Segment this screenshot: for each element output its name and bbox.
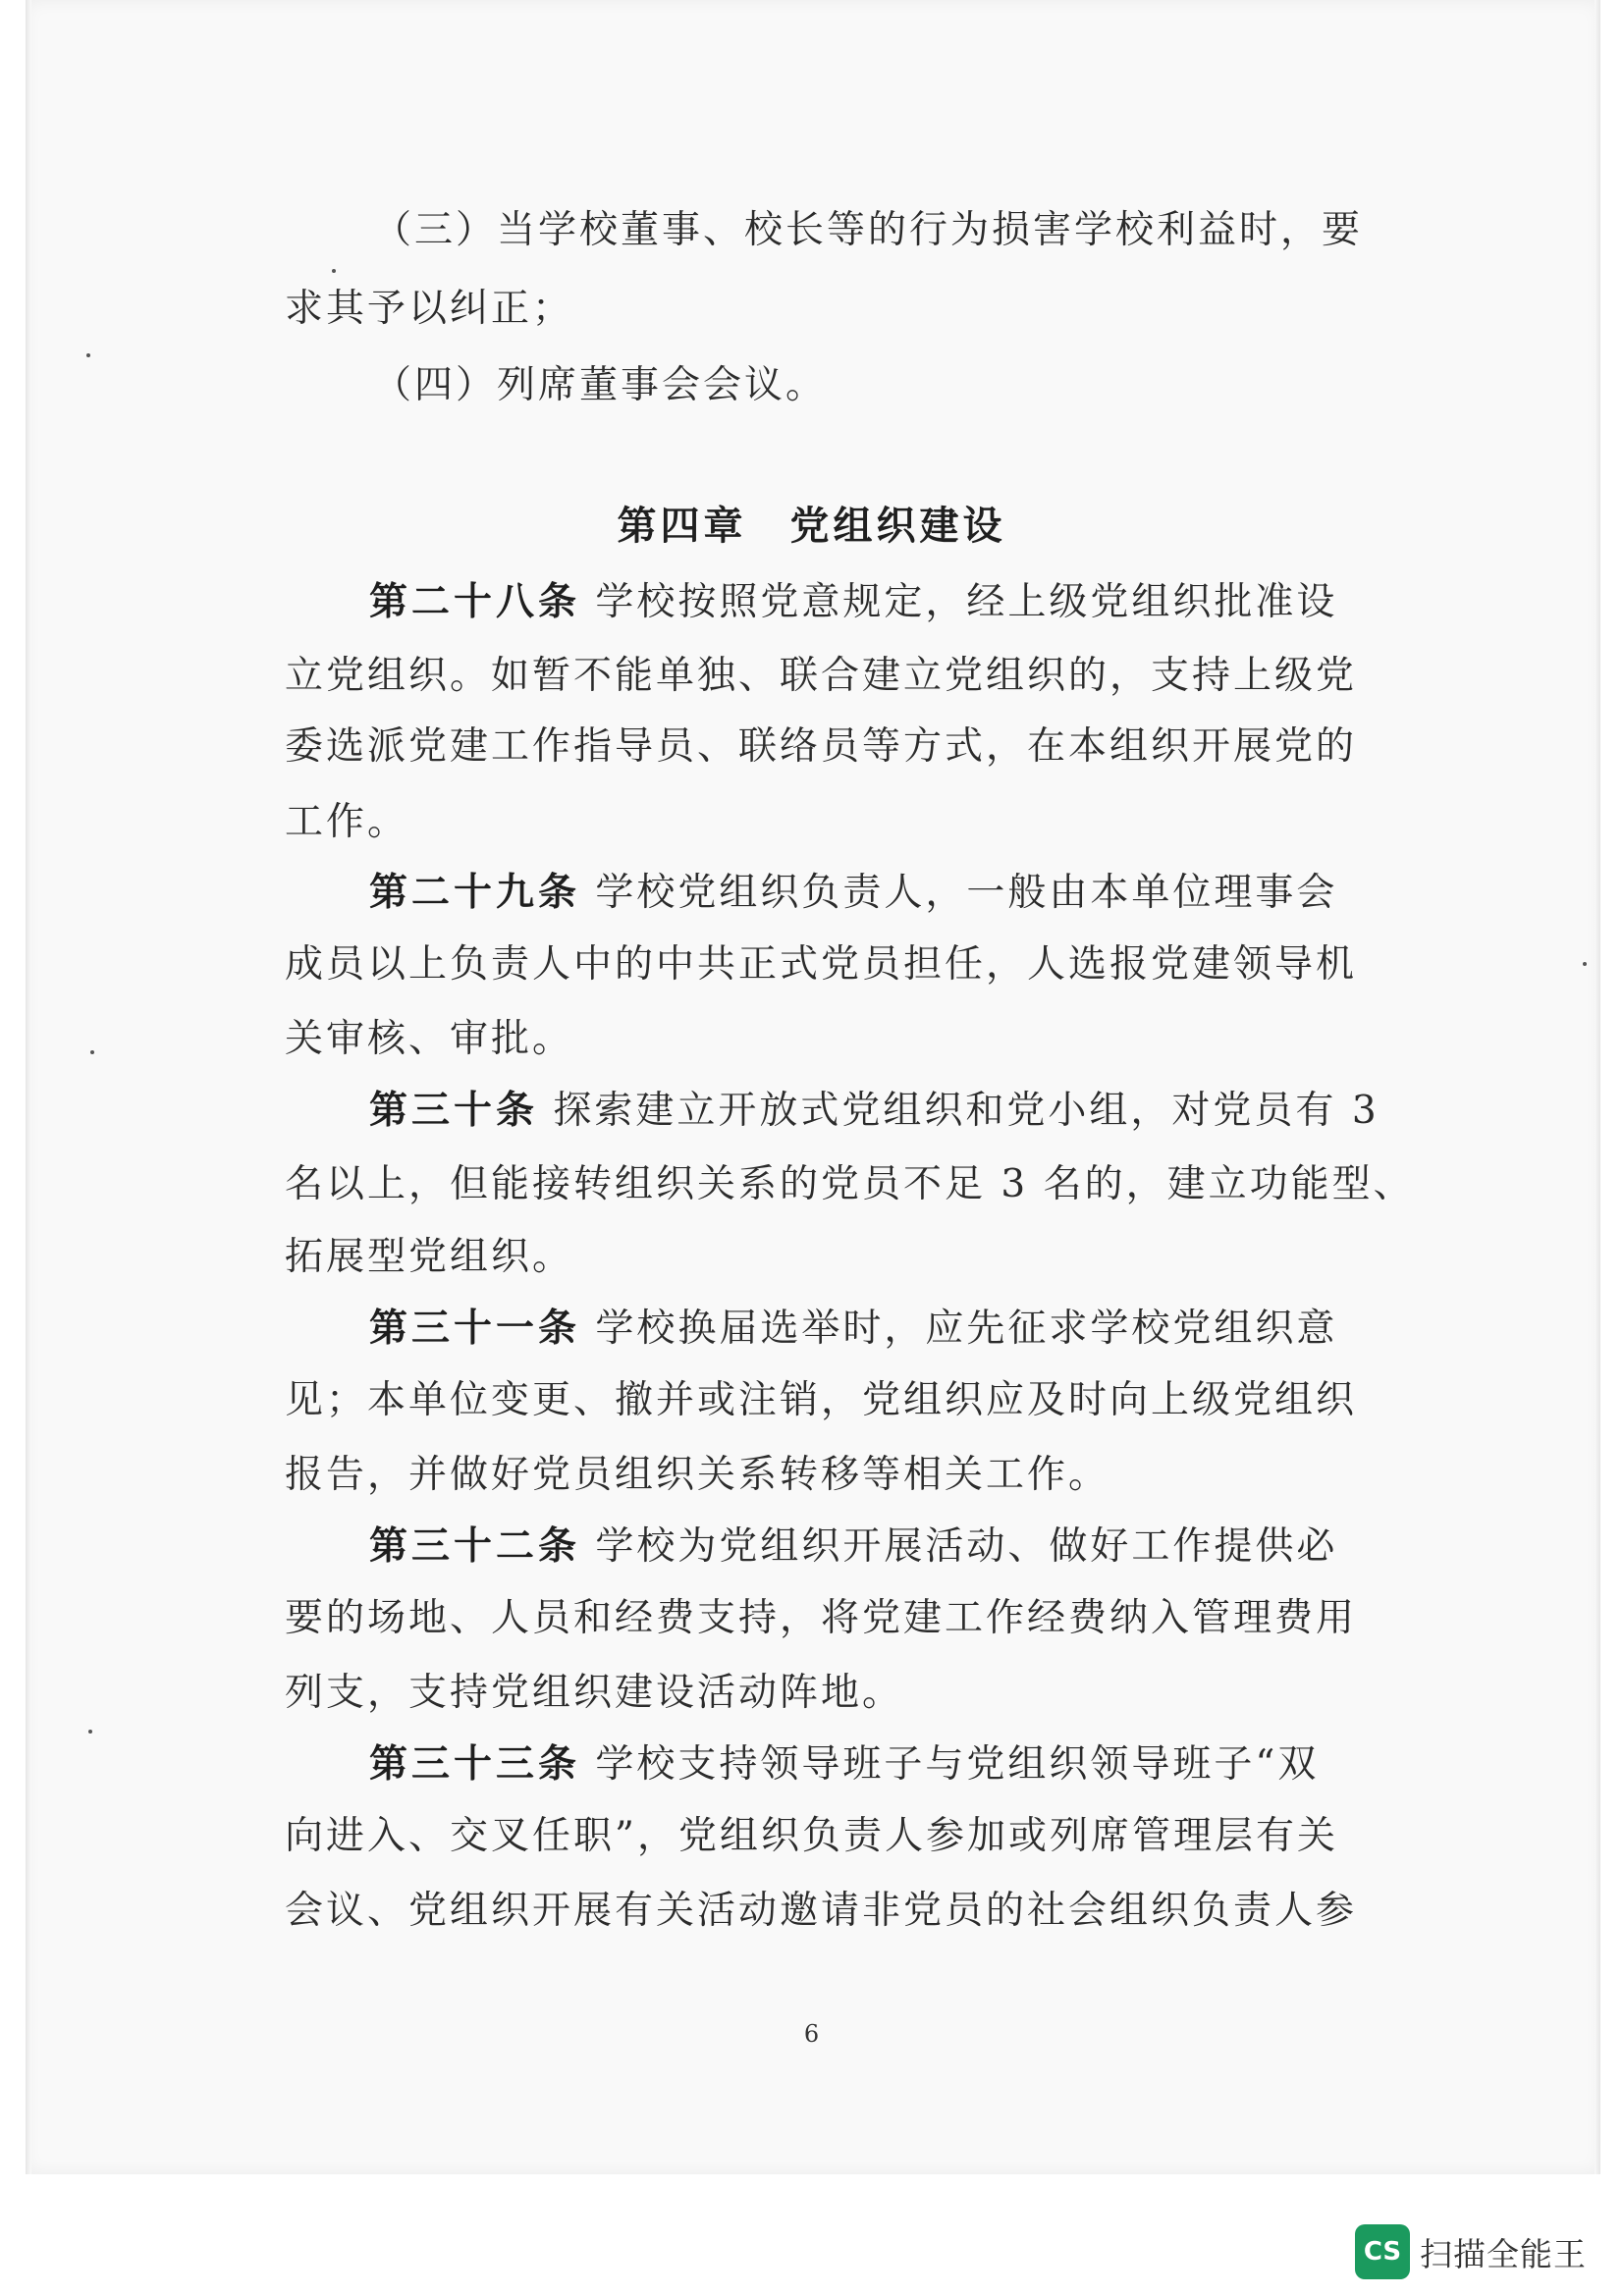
article-29-line-2: 成员以上负责人中的中共正式党员担任，人选报党建领导机	[285, 942, 1358, 987]
clause-3-line-2: 求其予以纠正；	[285, 287, 574, 331]
article-33-label: 第三十三条	[369, 1741, 581, 1787]
article-29-label: 第二十九条	[369, 870, 581, 915]
scan-speck	[86, 353, 90, 357]
article-30-line-3: 拓展型党组织。	[285, 1235, 574, 1279]
article-29-line-1: 学校党组织负责人，一般由本单位理事会	[595, 871, 1338, 915]
clause-3-line-1: （三）当学校董事、校长等的行为损害学校利益时，要	[373, 208, 1364, 252]
article-32-first-line	[369, 1523, 1337, 1570]
article-31-line-2: 见；本单位变更、撤并或注销，党组织应及时向上级党组织	[285, 1378, 1358, 1422]
article-28-label: 第二十八条	[369, 579, 581, 624]
scanner-app-name: 扫描全能王	[1420, 2234, 1587, 2273]
article-32-label: 第三十二条	[369, 1523, 581, 1569]
article-29-line-3: 关审核、审批。	[285, 1017, 574, 1061]
article-31-line-3: 报告，并做好党员组织关系转移等相关工作。	[285, 1453, 1110, 1497]
article-33-first-line	[369, 1741, 1319, 1788]
article-30-first-line	[369, 1088, 1380, 1134]
article-33-line-3: 会议、党组织开展有关活动邀请非党员的社会组织负责人参	[285, 1889, 1358, 1933]
page-number: 6	[803, 2020, 820, 2048]
article-31-label: 第三十一条	[369, 1306, 581, 1351]
camscanner-logo-icon: CS	[1355, 2224, 1410, 2279]
scan-speck	[88, 1730, 92, 1734]
article-30-line-1: 探索建立开放式党组织和党小组，对党员有 3	[553, 1089, 1380, 1133]
clause-4-line-1: （四）列席董事会会议。	[373, 363, 828, 407]
article-28-line-1: 学校按照党意规定，经上级党组织批准设	[595, 580, 1338, 624]
scan-speck	[1583, 962, 1587, 966]
article-33-line-1: 学校支持领导班子与党组织领导班子“双	[595, 1742, 1320, 1787]
article-32-line-2: 要的场地、人员和经费支持，将党建工作经费纳入管理费用	[285, 1596, 1358, 1640]
scanner-watermark	[1355, 2224, 1587, 2279]
chapter-heading: 第四章 党组织建设	[617, 503, 1006, 549]
article-28-line-4: 工作。	[285, 800, 409, 844]
article-28-first-line	[369, 579, 1337, 625]
scan-speck	[90, 1050, 94, 1054]
article-33-line-2: 向进入、交叉任职”，党组织负责人参加或列席管理层有关	[285, 1814, 1338, 1858]
article-30-label: 第三十条	[369, 1088, 539, 1133]
article-32-line-1: 学校为党组织开展活动、做好工作提供必	[595, 1524, 1338, 1569]
article-28-line-3: 委选派党建工作指导员、联络员等方式，在本组织开展党的	[285, 724, 1358, 769]
article-28-line-2: 立党组织。如暂不能单独、联合建立党组织的，支持上级党	[285, 654, 1358, 698]
scan-speck	[332, 269, 336, 273]
article-32-line-3: 列支，支持党组织建设活动阵地。	[285, 1671, 904, 1715]
article-31-line-1: 学校换届选举时，应先征求学校党组织意	[595, 1307, 1338, 1351]
article-29-first-line	[369, 870, 1337, 916]
article-30-line-2: 名以上，但能接转组织关系的党员不足 3 名的，建立功能型、	[285, 1162, 1415, 1206]
article-31-first-line	[369, 1306, 1337, 1352]
